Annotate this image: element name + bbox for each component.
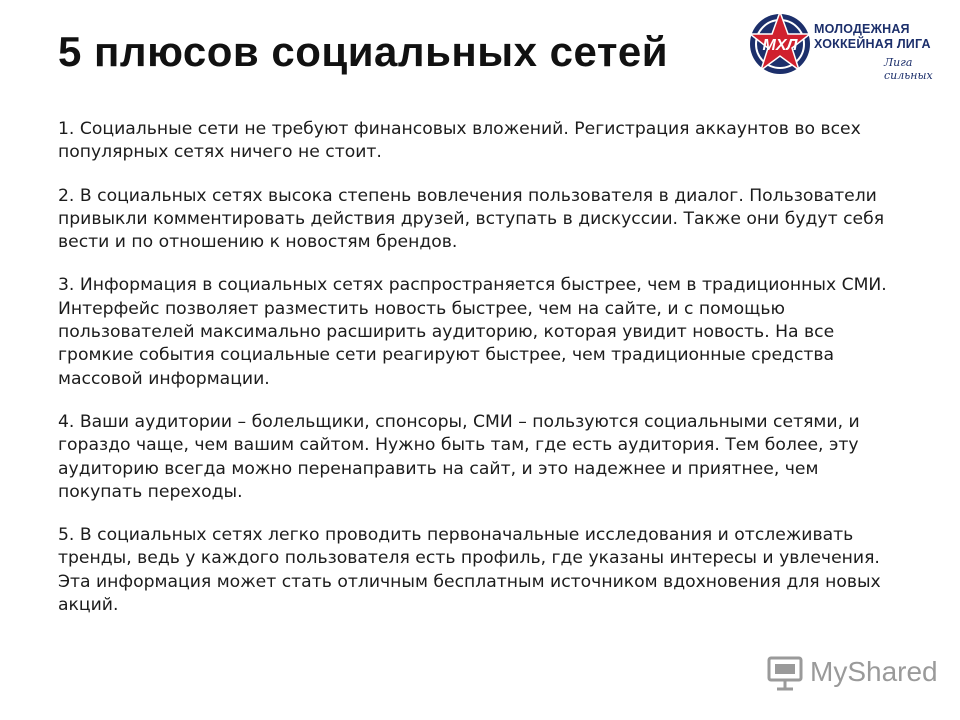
slide-title: 5 плюсов социальных сетей bbox=[58, 28, 669, 75]
mhl-emblem-icon bbox=[748, 6, 812, 82]
mhl-logo bbox=[748, 6, 948, 86]
point-3: 3. Информация в социальных сетях распространяется быстрее, чем в традиционных СМИ. Интерфейс позволяет разместить новость быстрее, чем на сайте, и с помощью пользователей максимально расширить аудиторию, которая увидит новость. На все громкие события социальные сети реагируют быстрее, чем традиционные средства массовой информации. bbox=[58, 275, 887, 389]
point-1: 1. Социальные сети не требуют финансовых вложений. Регистрация аккаунтов во всех популярных сетях ничего не стоит. bbox=[58, 119, 861, 163]
point-5: 5. В социальных сетях легко проводить первоначальные исследования и отслеживать тренды, ведь у каждого пользователя есть профиль, где указаны интересы и увлечения. Эта информация может стать отличным бесплатным источником вдохновения для новых акций. bbox=[58, 525, 881, 616]
slide-body bbox=[58, 118, 908, 637]
point-4: 4. Ваши аудитории – болельщики, спонсоры, СМИ – пользуются социальными сетями, и гораздо чаще, чем вашим сайтом. Нужно быть там, где есть аудитория. Тем более, эту аудиторию всегда можно перенаправить на сайт, и это надежнее и приятнее, чем покупать переходы. bbox=[58, 411, 860, 502]
presentation-board-icon bbox=[766, 655, 804, 691]
watermark-text: MyShared bbox=[810, 656, 938, 687]
logo-slogan: Лига сильных bbox=[884, 56, 933, 82]
emblem-text: МХЛ bbox=[762, 37, 798, 54]
logo-line-2: ХОККЕЙНАЯ ЛИГА bbox=[814, 37, 931, 51]
logo-line-1: МОЛОДЕЖНАЯ bbox=[814, 22, 910, 36]
point-2: 2. В социальных сетях высока степень вовлечения пользователя в диалог. Пользователи привыкли комментировать действия друзей, вступать в дискуссии. Также они будут себя вести и по отношению к новостям брендов. bbox=[58, 185, 885, 253]
myshared-watermark bbox=[766, 655, 936, 691]
